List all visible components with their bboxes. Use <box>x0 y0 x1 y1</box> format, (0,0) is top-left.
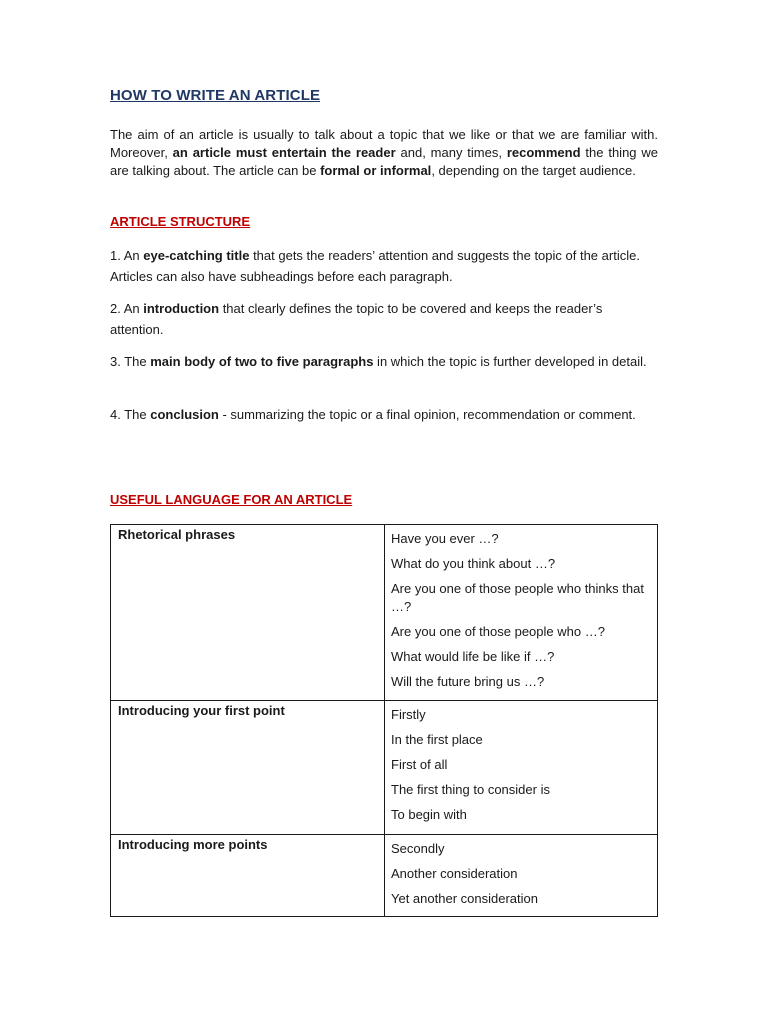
intro-text-2: and, many times, <box>395 145 507 160</box>
table-label-cell <box>111 525 385 701</box>
structure-item-3-prefix: 3. The <box>110 354 151 369</box>
structure-item-1-prefix: 1. An <box>110 248 144 263</box>
row-label-more-points: Introducing more points <box>118 837 268 852</box>
phrase: Have you ever …? <box>391 531 499 546</box>
structure-item-1-bold: eye-catching title <box>143 248 250 263</box>
table-row <box>111 525 658 701</box>
intro-text-3: the thing we are talking about. The article can be <box>110 145 658 178</box>
structure-item-2-prefix: 2. An <box>110 301 144 316</box>
phrase: First of all <box>391 757 448 772</box>
structure-item-4 <box>110 404 658 425</box>
structure-item-4-prefix: 4. The <box>110 407 151 422</box>
phrase: Are you one of those people who …? <box>391 624 605 639</box>
structure-heading: ARTICLE STRUCTURE <box>110 214 251 229</box>
phrase: The first thing to consider is <box>391 782 550 797</box>
structure-item-2-text: that clearly defines the topic to be covered and keeps the reader’s attention. <box>110 301 603 337</box>
phrase: Firstly <box>391 707 426 722</box>
phrase: To begin with <box>391 807 467 822</box>
row-label-first-point: Introducing your first point <box>118 703 285 718</box>
table-phrases-cell <box>385 835 658 917</box>
intro-bold-2: recommend <box>506 145 581 160</box>
structure-item-1 <box>110 245 658 287</box>
phrase: Another consideration <box>391 866 518 881</box>
page-title: HOW TO WRITE AN ARTICLE <box>110 87 321 104</box>
structure-item-3-text: in which the topic is further developed in detail. <box>373 354 647 369</box>
phrase: Will the future bring us …? <box>391 674 545 689</box>
table-label-cell <box>111 701 385 835</box>
phrase: What would life be like if …? <box>391 649 555 664</box>
structure-item-2-bold: introduction <box>143 301 220 316</box>
structure-item-4-bold: conclusion <box>150 407 219 422</box>
row-label-rhetorical: Rhetorical phrases <box>118 527 236 542</box>
table-row <box>111 701 658 835</box>
phrase: Secondly <box>391 841 445 856</box>
structure-item-3 <box>110 351 658 372</box>
intro-bold-3: formal or informal <box>320 163 432 178</box>
intro-paragraph <box>110 126 658 180</box>
phrase: What do you think about …? <box>391 556 556 571</box>
table-row <box>111 835 658 917</box>
phrase: Are you one of those people who thinks that …? <box>391 581 644 614</box>
table-label-cell <box>111 835 385 917</box>
intro-text-1: The aim of an article is usually to talk about a topic that we like or that we are familiar with. Moreover, <box>110 127 658 160</box>
useful-language-table <box>110 524 658 917</box>
language-heading: USEFUL LANGUAGE FOR AN ARTICLE <box>110 492 353 507</box>
intro-text-4: , depending on the target audience. <box>431 163 636 178</box>
phrase: In the first place <box>391 732 483 747</box>
table-phrases-cell <box>385 525 658 701</box>
structure-item-2 <box>110 298 658 340</box>
table-phrases-cell <box>385 701 658 835</box>
structure-item-1-text: that gets the readers’ attention and suggests the topic of the article. Articles can also have subheadings before each paragraph. <box>110 248 640 284</box>
phrase: Yet another consideration <box>391 891 538 906</box>
intro-bold-1: an article must entertain the reader <box>172 145 396 160</box>
structure-item-4-text: - summarizing the topic or a final opinion, recommendation or comment. <box>218 407 636 422</box>
structure-item-3-bold: main body of two to five paragraphs <box>150 354 374 369</box>
